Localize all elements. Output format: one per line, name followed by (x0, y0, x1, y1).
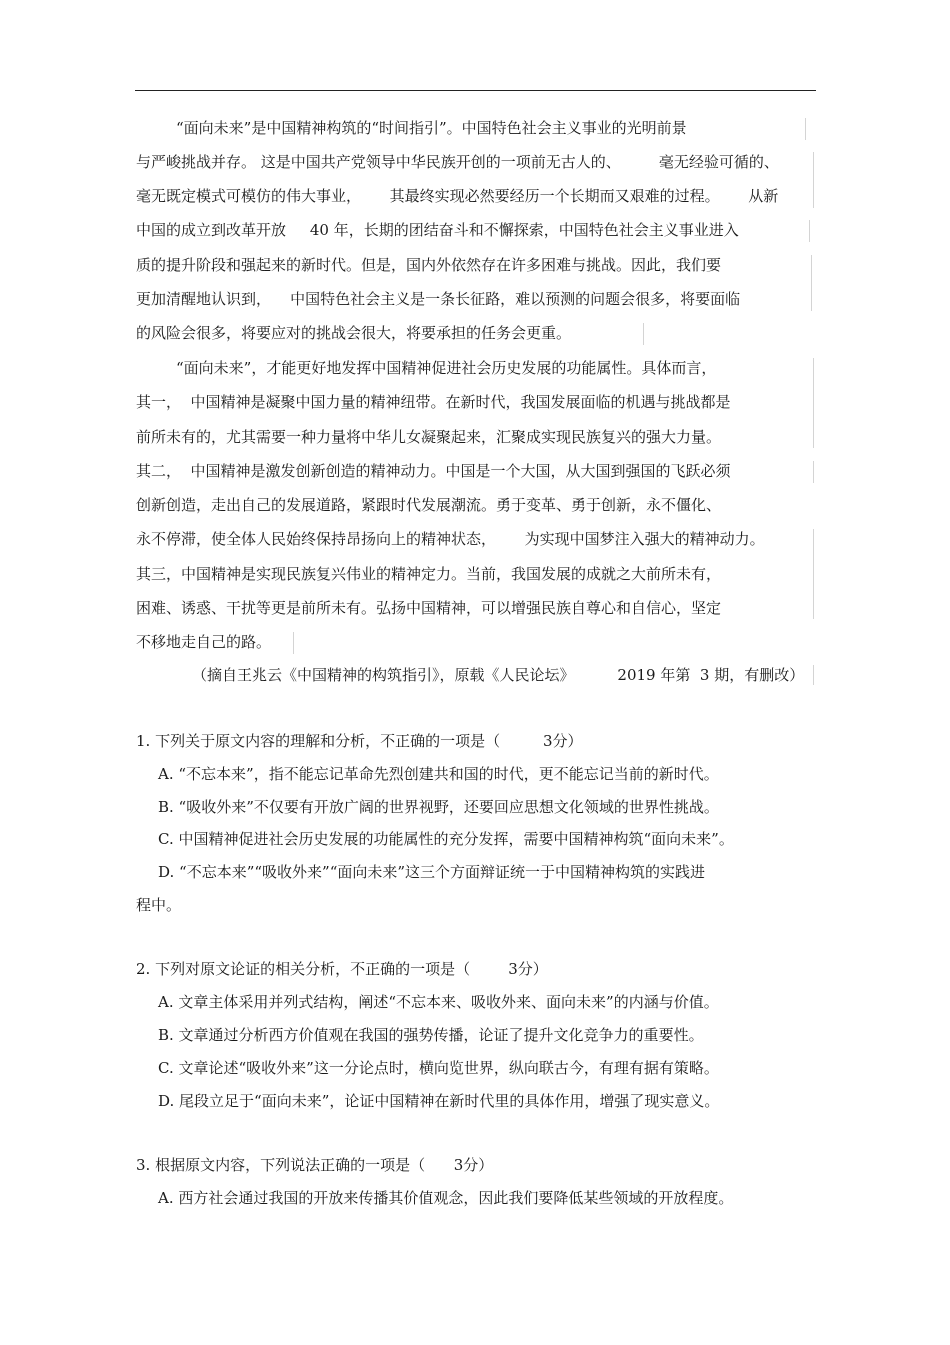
passage-line: 永不停滞，使全体人民始终保持昂扬向上的精神状态， 为实现中国梦注入强大的精神动力。 (136, 530, 765, 548)
passage-line: 其三，中国精神是实现民族复兴伟业的精神定力。当前，我国发展的成就之大前所未有， (136, 565, 722, 583)
question-stem: 3. 根据原文内容，下列说法正确的一项是（ 3分） (136, 1156, 494, 1174)
passage-line: 前所未有的，尤其需要一种力量将中华儿女凝聚起来，汇聚成实现民族复兴的强大力量。 (136, 428, 722, 446)
passage-line: 的风险会很多，将要应对的挑战会很大，将要承担的任务会更重。 (136, 324, 572, 342)
header-rule (135, 90, 816, 91)
passage-line: 与严峻挑战并存。 这是中国共产党领导中华民族开创的一项前无古人的、 毫无经验可循的、 (136, 153, 779, 171)
option-c: C. 中国精神促进社会历史发展的功能属性的充分发挥，需要中国精神构筑“面向未来”。 (158, 830, 734, 848)
scan-trace (812, 152, 814, 208)
source-citation: （摘自王兆云《中国精神的构筑指引》，原载《人民论坛》 2019 年第 3 期，有删改） (192, 666, 805, 684)
passage-line: 困难、诱惑、干扰等更是前所未有。弘扬中国精神，可以增强民族自尊心和自信心，坚定 (136, 599, 722, 617)
option-d: D. 尾段立足于“面向未来”，论证中国精神在新时代里的具体作用，增强了现实意义。 (158, 1092, 720, 1110)
passage-line: 质的提升阶段和强起来的新时代。但是，国内外依然存在许多困难与挑战。因此，我们要 (136, 256, 722, 274)
option-a: A. 西方社会通过我国的开放来传播其价值观念，因此我们要降低某些领域的开放程度。 (158, 1189, 734, 1207)
option-continuation: 程中。 (136, 896, 182, 914)
passage-line: 其一， 中国精神是凝聚中国力量的精神纽带。在新时代，我国发展面临的机遇与挑战都是 (136, 393, 731, 411)
passage-line: “面向未来”，才能更好地发挥中国精神促进社会历史发展的功能属性。具体而言， (176, 359, 717, 377)
passage-line: 不移地走自己的路。 (136, 633, 272, 651)
scan-trace (812, 461, 814, 483)
option-b: B. 文章通过分析西方价值观在我国的强势传播，论证了提升文化竞争力的重要性。 (158, 1026, 704, 1044)
scan-trace (812, 665, 814, 685)
scan-trace (804, 118, 806, 140)
option-a: A. 文章主体采用并列式结构，阐述“不忘本来、吸收外来、面向未来”的内涵与价值。 (158, 993, 719, 1011)
passage-line: 中国的成立到改革开放 40 年，长期的团结奋斗和不懈探索，中国特色社会主义事业进入 (136, 221, 739, 239)
scan-trace (642, 323, 644, 345)
option-c: C. 文章论述“吸收外来”这一分论点时，横向览世界，纵向联古今，有理有据有策略。 (158, 1059, 719, 1077)
passage-line: 毫无既定模式可模仿的伟大事业， 其最终实现必然要经历一个长期而又艰难的过程。 从新 (136, 187, 779, 205)
passage-line: “面向未来”是中国精神构筑的“时间指引”。中国特色社会主义事业的光明前景 (176, 119, 687, 137)
option-a: A. “不忘本来”，指不能忘记革命先烈创建共和国的时代，更不能忘记当前的新时代。 (158, 765, 719, 783)
passage-line: 其二， 中国精神是激发创新创造的精神动力。中国是一个大国，从大国到强国的飞跃必须 (136, 462, 731, 480)
option-b: B. “吸收外来”不仅要有开放广阔的世界视野，还要回应思想文化领域的世界性挑战。 (158, 798, 719, 816)
passage-line: 创新创造，走出自己的发展道路，紧跟时代发展潮流。勇于变革、勇于创新，永不僵化、 (136, 496, 722, 514)
scan-trace (292, 632, 294, 654)
scan-trace (808, 220, 810, 242)
question-stem: 2. 下列对原文论证的相关分析，不正确的一项是（ 3分） (136, 960, 548, 978)
scan-trace (812, 529, 814, 619)
option-d: D. “不忘本来”“吸收外来”“面向未来”这三个方面辩证统一于中国精神构筑的实践进 (158, 863, 706, 881)
question-stem: 1. 下列关于原文内容的理解和分析，不正确的一项是（ 3分） (136, 732, 583, 750)
scan-trace (810, 255, 812, 311)
scan-trace (812, 358, 814, 448)
passage-line: 更加清醒地认识到， 中国特色社会主义是一条长征路，难以预测的问题会很多，将要面临 (136, 290, 741, 308)
